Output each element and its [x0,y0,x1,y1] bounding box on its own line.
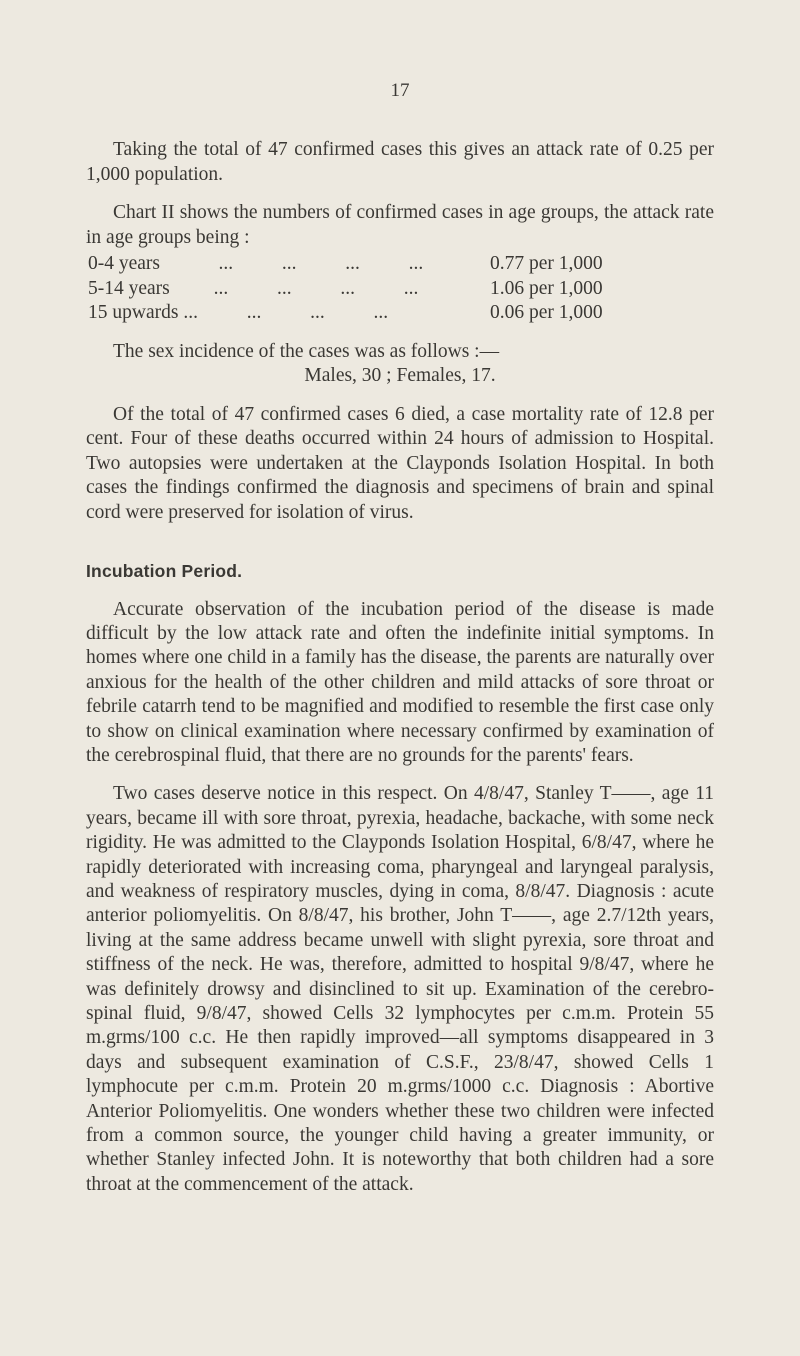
incubation-paragraph: Accurate observation of the incubation period of the disease is made difficult by the low attack rate and often the indefinite initial symptoms. In homes where one child in a family has the disease, the parents are naturally over anxious for the health of the other children and mild attacks of sore throat or febrile catarrh tend to be magnified and modified to resemble the first case only to show on clinical examination where necessary confirmed by examination of the cerebrospinal fluid, that there are no grounds for the parents' fears. [86,598,714,766]
document-body [86,138,714,1197]
sex-incidence-values: Males, 30 ; Females, 17. [304,365,496,386]
page-number: 17 [390,80,410,101]
rate-age-group: 0-4 years ... ... ... ... [88,253,424,274]
rate-row [86,252,714,277]
rate-row [86,301,714,326]
case-notes-paragraph: Two cases deserve notice in this respect. On 4/8/47, Stanley T——, age 11 years, became ill with sore throat, pyrexia, headache, backache, with some neck rigidity. He was admitted to the Clayponds Isolation Hospital, 6/8/47, where he rapidly deteriorated with increasing coma, pharyngeal and laryngeal paralysis, and weakness of respiratory muscles, dying in coma, 8/8/47. Diagnosis : acute anterior poliomyelitis. On 8/8/47, his brother, John T——, age 2.7/12th years, living at the same address became unwell with slight pyrexia, sore throat and stiffness of the neck. He was, therefore, admitted to hospital 9/8/47, where he was definitely drowsy and disinclined to sit up. Examination of the cerebro-spinal fluid, 9/8/47, showed Cells 32 lymphocytes per c.m.m. Protein 55 m.grms/100 c.c. He then rapidly improved—all symptoms disappeared in 3 days and subsequent examination of C.S.F., 23/8/47, showed Cells 1 lymphocute per c.m.m. Protein 20 m.grms/1000 c.c. Diagnosis : Abortive Anterior Poliomyelitis. One wonders whether these two children were infected from a common source, the younger child having a greater immunity, or whether Stanley infected John. It is noteworthy that both children had a sore throat at the commencement of the attack. [86,783,714,1195]
rate-age-group: 5-14 years ... ... ... ... [88,277,419,299]
age-groups-paragraph: Chart II shows the numbers of confirmed cases in age groups, the attack rate in age groups being : [86,202,714,248]
rate-age-group: 15 upwards ... ... ... ... [88,302,389,323]
mortality-paragraph: Of the total of 47 confirmed cases 6 died, a case mortality rate of 12.8 per cent. Four of these deaths occurred within 24 hours of admission to Hospital. Two autopsies were undertaken at the Clayponds Isolation Hospital. In both cases the findings confirmed the diagnosis and specimens of brain and spinal cord were preserved for isolation of virus. [86,403,714,523]
age-rate-table [86,252,714,326]
section-heading: Incubation Period. [86,561,243,581]
attack-rate-paragraph: Taking the total of 47 confirmed cases this gives an attack rate of 0.25 per 1,000 population. [86,139,714,185]
rate-value: 1.06 per 1,000 [490,277,603,299]
sex-incidence-paragraph: The sex incidence of the cases was as follows :— [113,340,500,362]
rate-row [86,277,714,302]
rate-value: 0.06 per 1,000 [490,302,603,323]
rate-value: 0.77 per 1,000 [490,253,603,274]
